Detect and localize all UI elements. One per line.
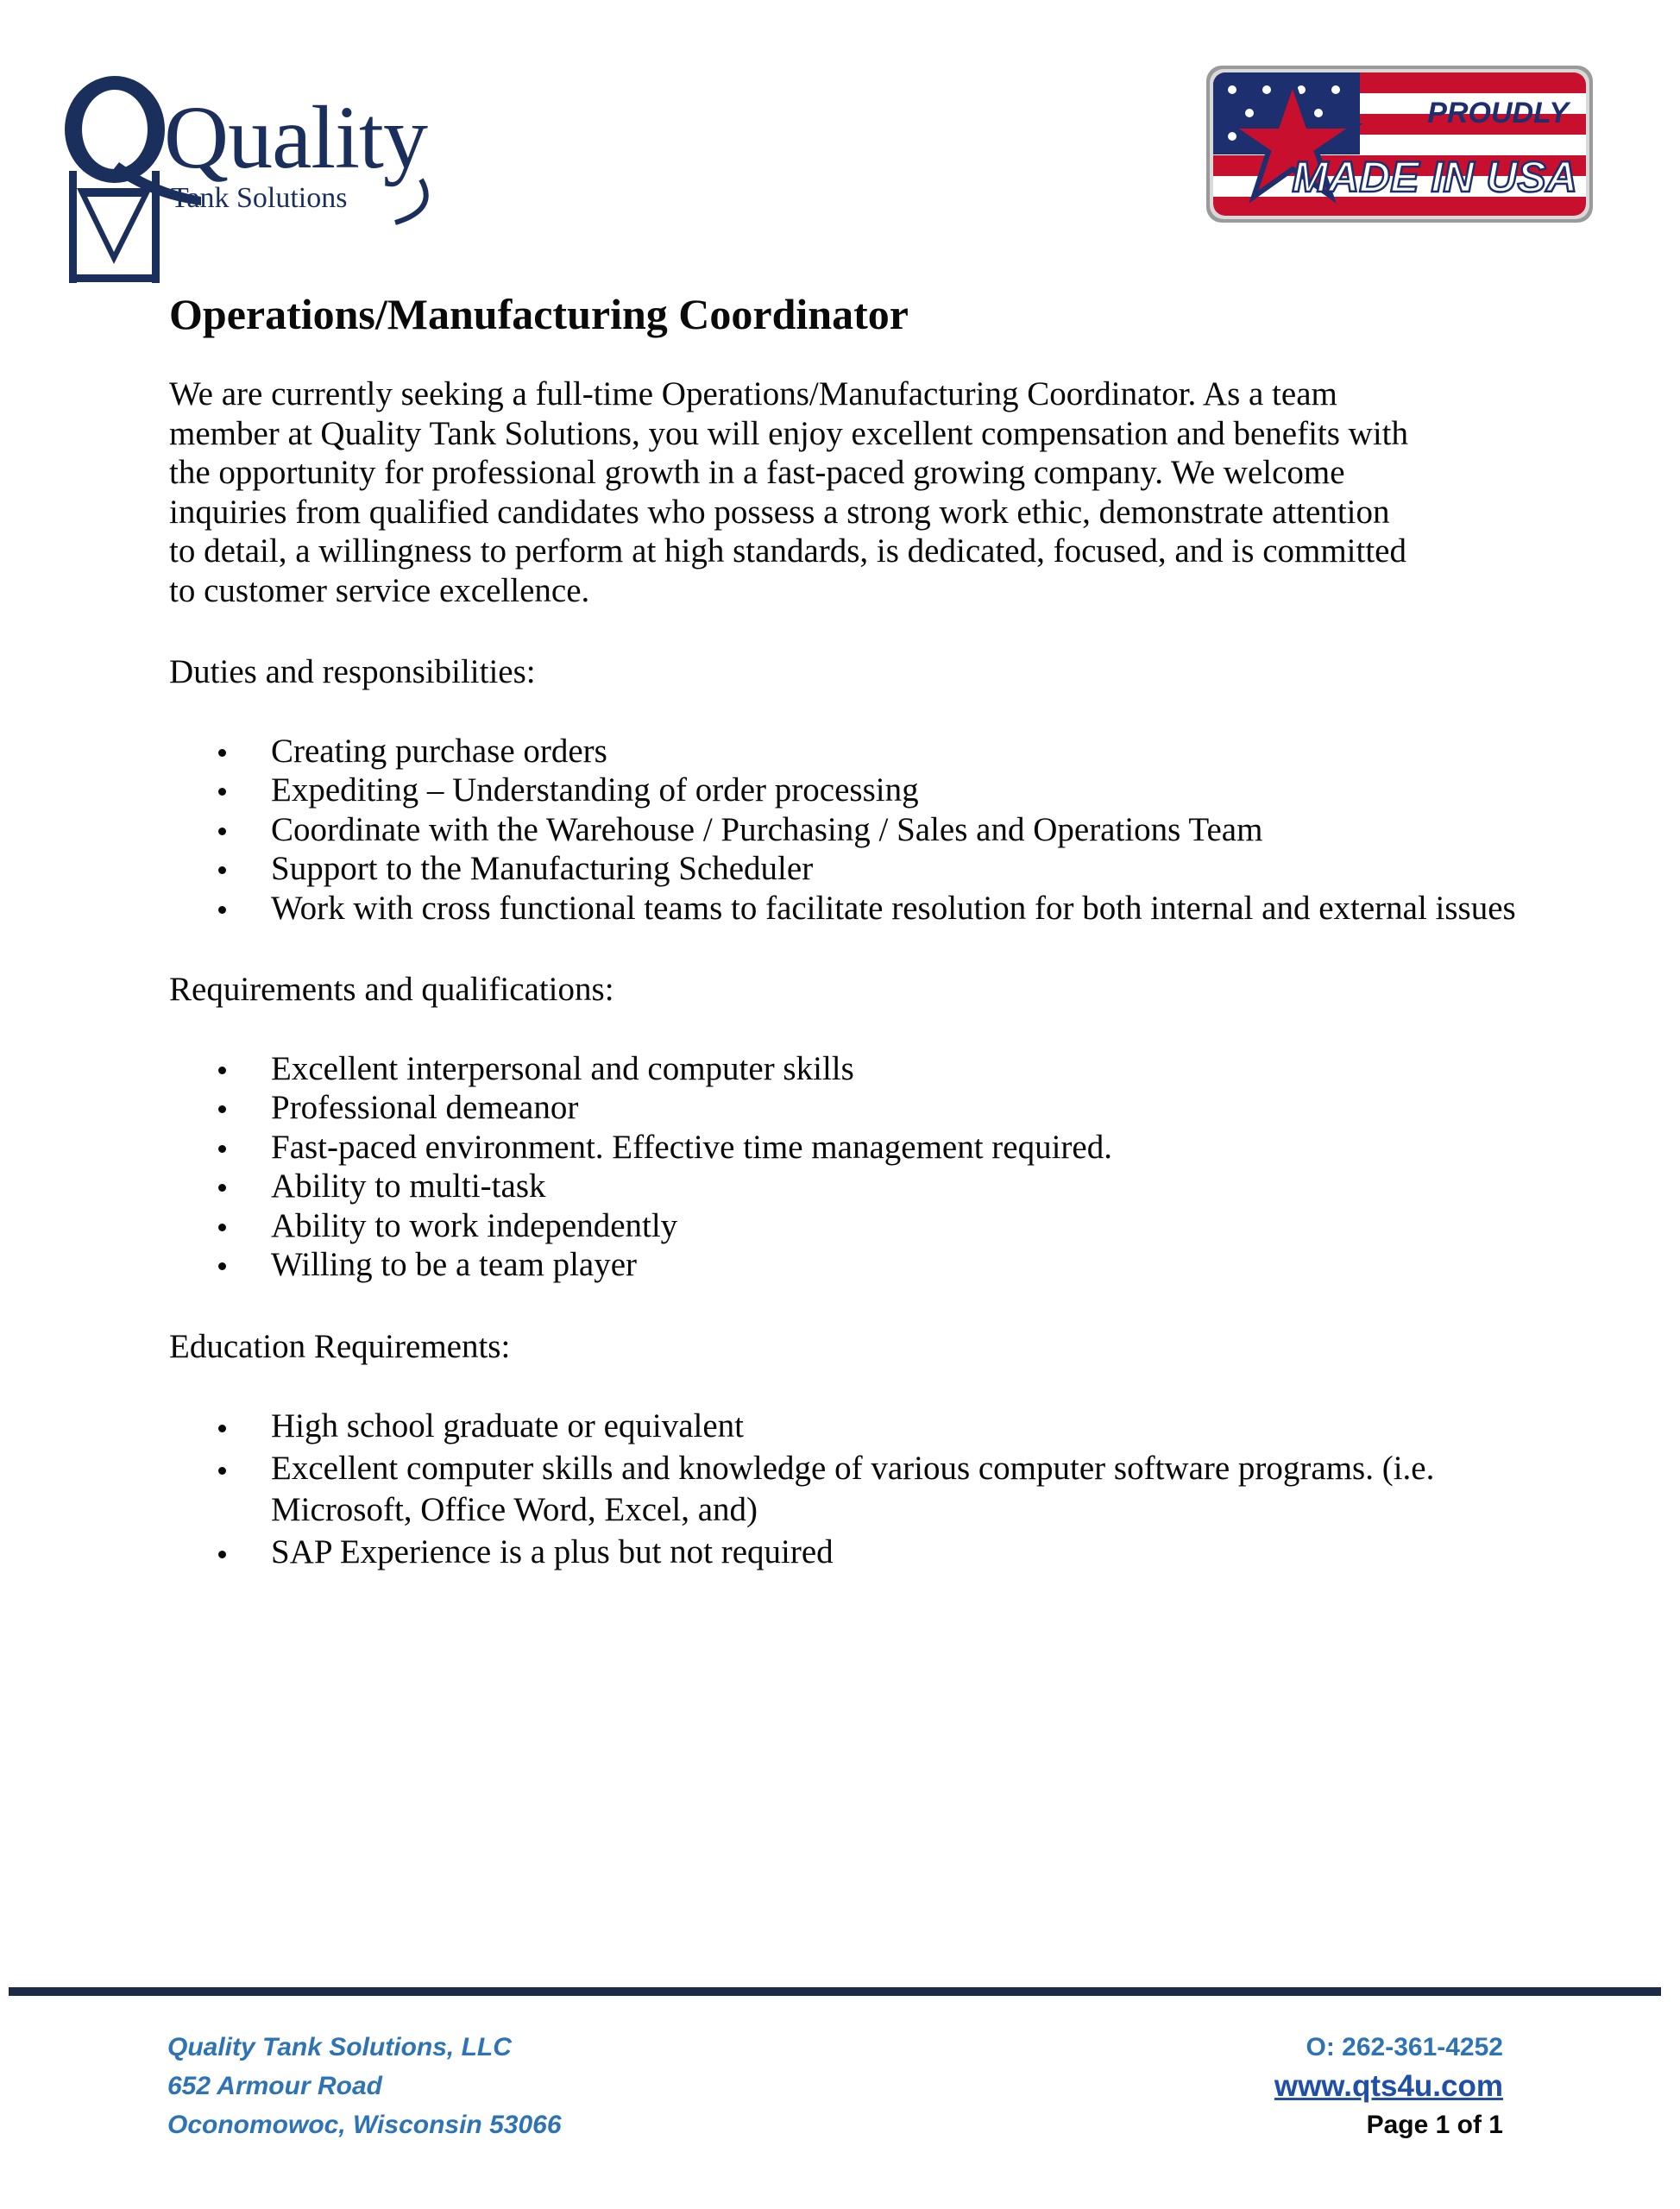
job-posting xyxy=(169,288,1584,1573)
list-item: SAP Experience is a plus but not required xyxy=(169,1532,1584,1574)
city-state-zip: Oconomowoc, Wisconsin 53066 xyxy=(167,2111,562,2139)
requirements-list xyxy=(169,1049,1584,1285)
list-item: Ability to multi-task xyxy=(169,1167,1584,1206)
phone-number: O: 262-361-4252 xyxy=(1306,2033,1503,2061)
list-item: High school graduate or equivalent xyxy=(169,1406,1584,1448)
street-address: 652 Armour Road xyxy=(167,2072,382,2100)
list-item: Ability to work independently xyxy=(169,1206,1584,1246)
quality-logo-mark xyxy=(59,59,464,290)
intro-paragraph xyxy=(169,374,1584,610)
intro-line: member at Quality Tank Solutions, you will enjoy excellent compensation and benefits with xyxy=(169,414,1409,452)
logo-wordmark: Quality xyxy=(164,88,427,187)
list-item: Willing to be a team player xyxy=(169,1245,1584,1285)
footer-address xyxy=(167,2028,562,2144)
duties-heading: Duties and responsibilities: xyxy=(169,653,536,690)
job-title: Operations/Manufacturing Coordinator xyxy=(169,290,909,338)
footer-contact xyxy=(1274,2028,1503,2144)
page-number: Page 1 of 1 xyxy=(1366,2111,1503,2139)
made-in-usa-badge xyxy=(1206,66,1593,223)
list-item: Work with cross functional teams to facilitate resolution for both internal and external issues xyxy=(169,889,1557,928)
intro-line: We are currently seeking a full-time Operations/Manufacturing Coordinator. As a team xyxy=(169,375,1337,412)
list-item: Expediting – Understanding of order processing xyxy=(169,771,1584,810)
requirements-heading: Requirements and qualifications: xyxy=(169,971,614,1008)
intro-line: to customer service excellence. xyxy=(169,571,590,609)
education-list xyxy=(169,1406,1584,1573)
flag-star-icon xyxy=(1206,66,1593,223)
list-item: Coordinate with the Warehouse / Purchasing / Sales and Operations Team xyxy=(169,810,1584,850)
list-item: Excellent computer skills and knowledge of various computer software programs. (i.e. Microsoft, Office Word, Excel, and) xyxy=(169,1448,1582,1532)
website-link[interactable]: www.qts4u.com xyxy=(1274,2069,1503,2103)
intro-line: inquiries from qualified candidates who possess a strong work ethic, demonstrate attention xyxy=(169,493,1390,531)
duties-list xyxy=(169,732,1584,928)
badge-line1: PROUDLY xyxy=(1427,97,1569,129)
company-name: Quality Tank Solutions, LLC xyxy=(167,2033,512,2061)
list-item: Support to the Manufacturing Scheduler xyxy=(169,849,1584,889)
education-heading: Education Requirements: xyxy=(169,1327,511,1365)
company-logo xyxy=(59,59,464,290)
badge-line2: MADE IN USA xyxy=(1292,153,1577,201)
footer-divider xyxy=(9,1987,1661,1996)
intro-line: to detail, a willingness to perform at high standards, is dedicated, focused, and is committed xyxy=(169,532,1406,570)
list-item: Fast-paced environment. Effective time management required. xyxy=(169,1128,1584,1167)
list-item: Professional demeanor xyxy=(169,1088,1584,1128)
list-item: Excellent interpersonal and computer skills xyxy=(169,1049,1584,1089)
logo-tagline: Tank Solutions xyxy=(171,182,348,214)
list-item: Creating purchase orders xyxy=(169,732,1584,771)
intro-line: the opportunity for professional growth in a fast-paced growing company. We welcome xyxy=(169,454,1345,491)
